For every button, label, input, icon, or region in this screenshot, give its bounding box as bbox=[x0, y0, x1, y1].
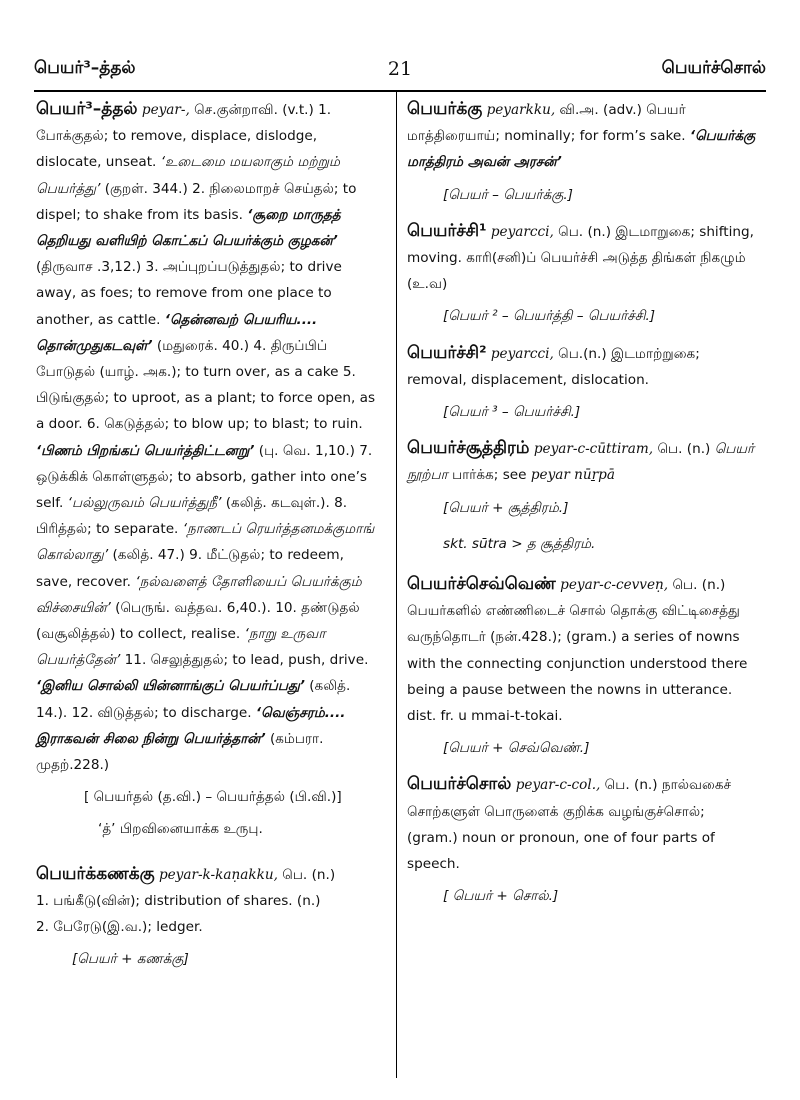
entry-peyar-c-col bbox=[407, 771, 757, 909]
page-header bbox=[34, 58, 766, 88]
transliteration: peyar-, bbox=[141, 102, 190, 118]
running-head-right: பெயர்ச்சொல் bbox=[661, 58, 766, 78]
headword: பெயர்ச்சி¹ bbox=[407, 220, 487, 241]
transliteration: peyar-c-cevveṇ, bbox=[560, 577, 669, 594]
sense-4: 4. திருப்பிப் போடுதல் (யாழ். அக.); to turn over, as a cake bbox=[36, 337, 339, 381]
reference: (பெருங். வத்தவ. 6,40.). bbox=[115, 599, 271, 616]
sense-7: 7. ஒடுக்கிக் கொள்ளுதல்; to absorb, gather into one’s self. bbox=[36, 442, 373, 512]
reference: (கலித். 14.). bbox=[36, 678, 351, 721]
sense-2: 2. பேரேடு(இ.வ.); ledger. bbox=[36, 919, 203, 936]
entry-peyarkkanakku bbox=[36, 861, 384, 973]
sense-6: 6. கெடுத்தல்; to blow up; to blast; to ruin. bbox=[86, 416, 363, 433]
definition: பெயர் மாத்திரையாய்; nominally; for form’s sake. bbox=[407, 102, 686, 145]
header-rule bbox=[34, 90, 766, 92]
grammar-note: ‘த்’ பிறவினையாக்க உருபு. bbox=[98, 821, 263, 838]
headword: பெயர்ச்சி² bbox=[407, 342, 487, 363]
entry-peyarcci-2 bbox=[407, 340, 757, 426]
sense-12: 12. விடுத்தல்; to discharge. bbox=[71, 704, 252, 721]
etymology: [பெயர் + செவ்வெண்.] bbox=[443, 740, 590, 757]
quotation: ‘சூறை மாருதத் தெறியது வளியிற் கொட்கப் பெயர்க்கும் குழகன்’ bbox=[36, 206, 341, 250]
quotation: ‘இனிய சொல்லி யின்னாங்குப் பெயர்ப்பது’ bbox=[36, 678, 305, 695]
left-column bbox=[36, 96, 384, 983]
sense-1: 1. பங்கீடு(வின்); distribution of shares. (n.) bbox=[36, 892, 321, 909]
definition: நால்வகைச் சொற்களுள் பொருளைக் குறிக்க வழங்குச்சொல்; (gram.) noun or pronoun, one of four parts of speech. bbox=[407, 777, 732, 873]
entry-peyarcci-1 bbox=[407, 218, 757, 330]
part-of-speech: வி.அ. (adv.) bbox=[559, 102, 642, 118]
headword: பெயர்ச்செவ்வெண் bbox=[407, 574, 556, 595]
quotation: ‘வெஞ்சரம்.... இராகவன் சிலை நின்று பெயர்த்தான்’ bbox=[36, 704, 346, 747]
entry-peyar-c-cuttiram bbox=[407, 435, 757, 557]
reference: (குறள். 344.) bbox=[104, 180, 188, 197]
sense-9: 9. மீட்டுதல்; to redeem, save, recover. bbox=[36, 547, 344, 590]
right-column bbox=[407, 96, 757, 919]
quotation: ‘உடைமை மயலாகும் மற்றும் பெயர்த்து’ bbox=[36, 154, 340, 197]
etymology: [பெயர் + சூத்திரம்.] bbox=[443, 499, 569, 516]
entry-peyarkku bbox=[407, 96, 757, 208]
etymology: [பெயர் + கணக்கு] bbox=[72, 951, 189, 968]
transliteration: peyar-c-cūttiram, bbox=[533, 441, 654, 458]
quotation: ‘பெயர்க்கு மாத்திரம் அவன் அரசன்’ bbox=[407, 128, 756, 171]
transliteration: peyar-k-kaṇakku, bbox=[158, 866, 278, 883]
sense-11: 11. செலுத்துதல்; to lead, push, drive. bbox=[124, 652, 369, 669]
quotation: ‘நல்வளைத் தோளியைப் பெயர்க்கும் விச்சையின்’ bbox=[36, 573, 362, 616]
headword: பெயர்க்கு bbox=[407, 99, 483, 119]
headword: பெயர்ச்சூத்திரம் bbox=[407, 438, 530, 459]
definition: பார்க்க; see bbox=[452, 467, 527, 484]
sense-10: 10. தண்டுதல் (வசூலித்தல்) to collect, realise. bbox=[36, 599, 360, 643]
quotation: ‘பிணம் பிறங்கப் பெயர்த்திட்டனறு’ bbox=[36, 442, 255, 459]
reference: (பு. வெ. 1,10.) bbox=[258, 442, 355, 459]
sense-3: 3. அப்புறப்படுத்துதல்; to drive away, as foes; to remove from one place to another, as cattle. bbox=[36, 259, 342, 328]
quotation: ‘தென்னவற் பெயரிய.... தொன்முதுகடவுள்’ bbox=[36, 311, 318, 354]
part-of-speech: பெ. (n.) bbox=[558, 223, 611, 240]
etymology: [ பெயர் + சொல்.] bbox=[443, 888, 559, 905]
definition-tamil: பெயர் நூற்பா bbox=[407, 441, 755, 484]
page-number: 21 bbox=[387, 58, 413, 80]
definition: இடமாறுகை; shifting, moving. காரி(சனி)ப் பெயர்ச்சி அடுத்த திங்கள் நிகழும் (உ.வ) bbox=[407, 223, 754, 293]
headword: பெயர்³–த்தல் bbox=[36, 99, 138, 119]
sense-2: 2. நிலைமாறச் செய்தல்; to dispel; to shake from its basis. bbox=[36, 180, 357, 223]
definition: பெயர்களில் எண்ணிடைச் சொல் தொக்கு விட்டிசைத்து வருந்தொடர் (நன்.428.); (gram.) a series of nowns with the connecting conjunction understood there being a pause between the nowns in utterance. dist. fr. u mmai-t-tokai. bbox=[407, 603, 748, 725]
part-of-speech: பெ.(n.) bbox=[558, 345, 607, 362]
definition: இடமாற்றுகை; removal, displacement, dislocation. bbox=[407, 345, 700, 388]
etymology: [பெயர் ³ – பெயர்ச்சி.] bbox=[443, 404, 581, 421]
quotation: ‘நாறு உருவா பெயர்த்தேன்’ bbox=[36, 626, 326, 669]
reference: (கலித். கடவுள்.). bbox=[225, 495, 330, 512]
headword: பெயர்க்கணக்கு bbox=[36, 863, 155, 884]
reference: (மதுரைக். 40.) bbox=[156, 337, 250, 354]
cross-reference: peyar nūṟpā bbox=[530, 467, 615, 484]
etymology: [ பெயர்தல் (த.வி.) – பெயர்த்தல் (பி.வி.)] bbox=[84, 789, 342, 806]
part-of-speech: பெ. (n.) bbox=[282, 866, 336, 883]
transliteration: peyar-c-col., bbox=[515, 777, 601, 794]
headword: பெயர்ச்சொல் bbox=[407, 774, 512, 795]
reference: (கலித். 47.) bbox=[112, 547, 185, 564]
sense-8: 8. பிரித்தல்; to separate. bbox=[36, 495, 348, 538]
reference: (கம்பரா. முதற்.228.) bbox=[36, 730, 324, 774]
column-divider bbox=[396, 92, 397, 1078]
part-of-speech: பெ. (n.) bbox=[672, 577, 726, 594]
etymology: [பெயர் – பெயர்க்கு.] bbox=[443, 186, 573, 203]
part-of-speech: பெ. (n.) bbox=[604, 777, 658, 794]
quotation: ‘பல்லுருவம் பெயர்த்துநீ’ bbox=[67, 495, 222, 512]
part-of-speech: பெ. (n.) bbox=[657, 441, 711, 458]
transliteration: peyarcci, bbox=[490, 223, 554, 240]
etymology: [பெயர் ² – பெயர்த்தி – பெயர்ச்சி.] bbox=[443, 308, 656, 325]
quotation: ‘நாணடப் ரெயர்த்தனமக்குமாங் கொல்லாது’ bbox=[36, 521, 375, 564]
transliteration: peyarkku, bbox=[486, 102, 556, 118]
sense-1: 1. போக்குதல்; to remove, displace, dislodge, dislocate, unseat. bbox=[36, 102, 332, 171]
sense-5: 5. பிடுங்குதல்; to uproot, as a plant; to force open, as a door. bbox=[36, 364, 376, 433]
running-head-left: பெயர்³–த்தல் bbox=[34, 58, 136, 78]
transliteration: peyarcci, bbox=[490, 345, 554, 362]
sanskrit-origin: skt. sūtra > த சூத்திரம். bbox=[443, 535, 596, 552]
entry-peyar-c-cevven bbox=[407, 571, 757, 761]
part-of-speech: செ.குன்றாவி. (v.t.) bbox=[194, 102, 314, 118]
entry-peyar-ttal bbox=[36, 96, 384, 843]
reference: (திருவாச .3,12.) bbox=[36, 259, 142, 276]
